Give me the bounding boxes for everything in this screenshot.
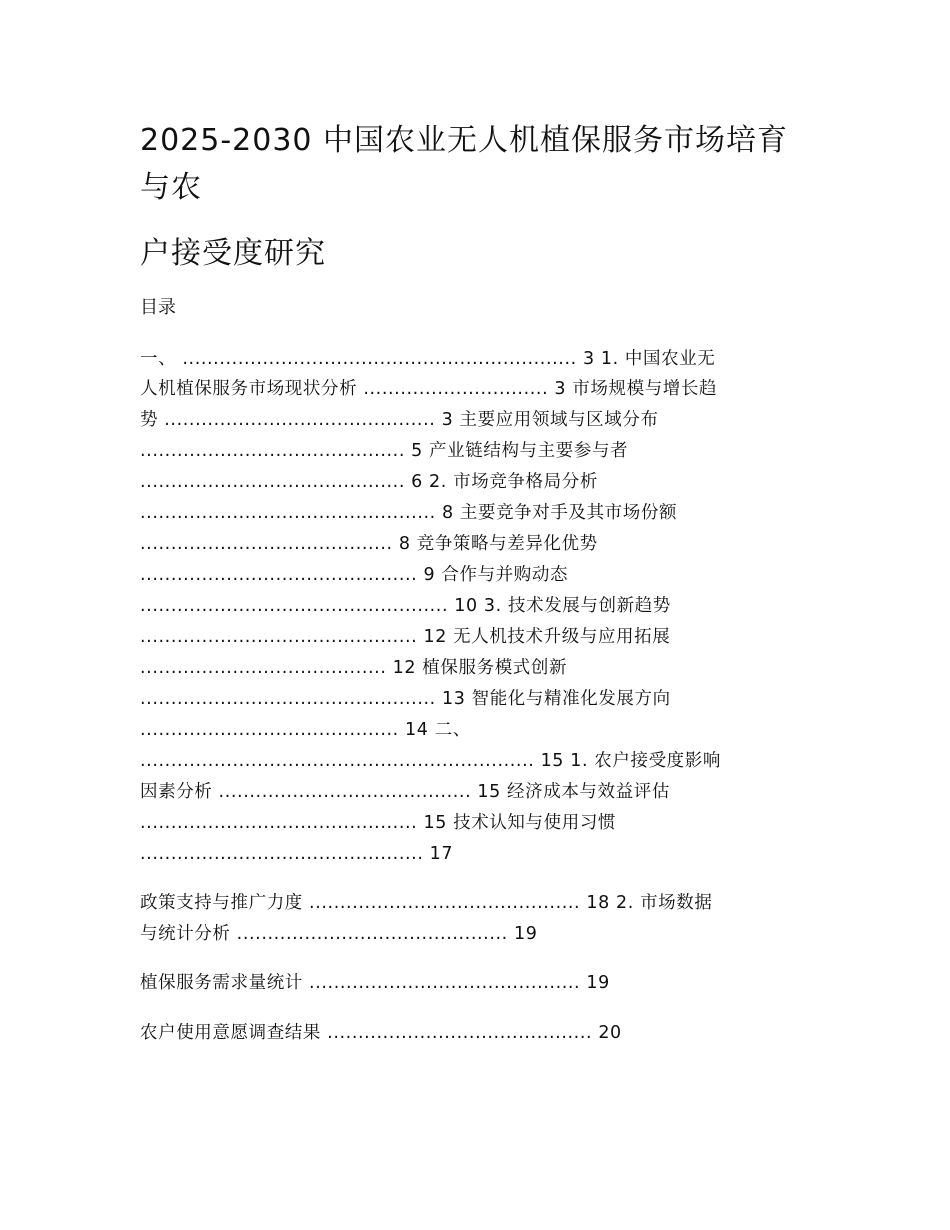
- toc-line: ................................................ 13 智能化与精准化发展方向: [140, 689, 671, 709]
- toc-line: .................................................. 10 3. 技术发展与创新趋势: [140, 596, 671, 616]
- toc-line: ............................................. 12 无人机技术升级与应用拓展: [140, 627, 671, 647]
- toc-line: ........................................ 12 植保服务模式创新: [140, 658, 568, 678]
- toc-line: 与统计分析 ............................................ 19: [140, 924, 538, 944]
- toc-line: 政策支持与推广力度 ............................................ 18 2. 市场数据: [140, 893, 713, 913]
- report-title-line-3: 户接受度研究: [140, 236, 326, 271]
- toc-line: ........................................... 6 2. 市场竞争格局分析: [140, 472, 598, 492]
- toc-line: ................................................ 8 主要竞争对手及其市场份额: [140, 503, 678, 523]
- toc-line: 因素分析 ......................................... 15 经济成本与效益评估: [140, 782, 670, 802]
- toc-line: 势 ............................................ 3 主要应用领域与区域分布: [140, 410, 659, 430]
- toc-line: .......................................... 14 二、: [140, 720, 471, 740]
- toc-line: ......................................... 8 竞争策略与差异化优势: [140, 534, 598, 554]
- toc-line: 农户使用意愿调查结果 ........................................... 20: [140, 1023, 622, 1043]
- toc-line: 一、 ................................................................ 3 1. 中国农业无: [140, 349, 716, 369]
- toc-line: .............................................. 17: [140, 844, 454, 864]
- toc-line: 植保服务需求量统计 ............................................ 19: [140, 973, 610, 993]
- toc-line: ................................................................ 15 1. 农户接受度影响: [140, 751, 721, 771]
- toc-heading: 目录: [140, 297, 176, 318]
- toc-line: ........................................... 5 产业链结构与主要参与者: [140, 441, 629, 461]
- report-title-line-1: 2025-2030 中国农业无人机植保服务市场培育: [140, 123, 789, 158]
- toc-line: ............................................. 15 技术认知与使用习惯: [140, 813, 617, 833]
- report-title-line-2: 与农: [140, 170, 202, 205]
- toc-line: 人机植保服务市场现状分析 .............................. 3 市场规模与增长趋: [140, 379, 718, 399]
- toc-line: ............................................. 9 合作与并购动态: [140, 565, 569, 585]
